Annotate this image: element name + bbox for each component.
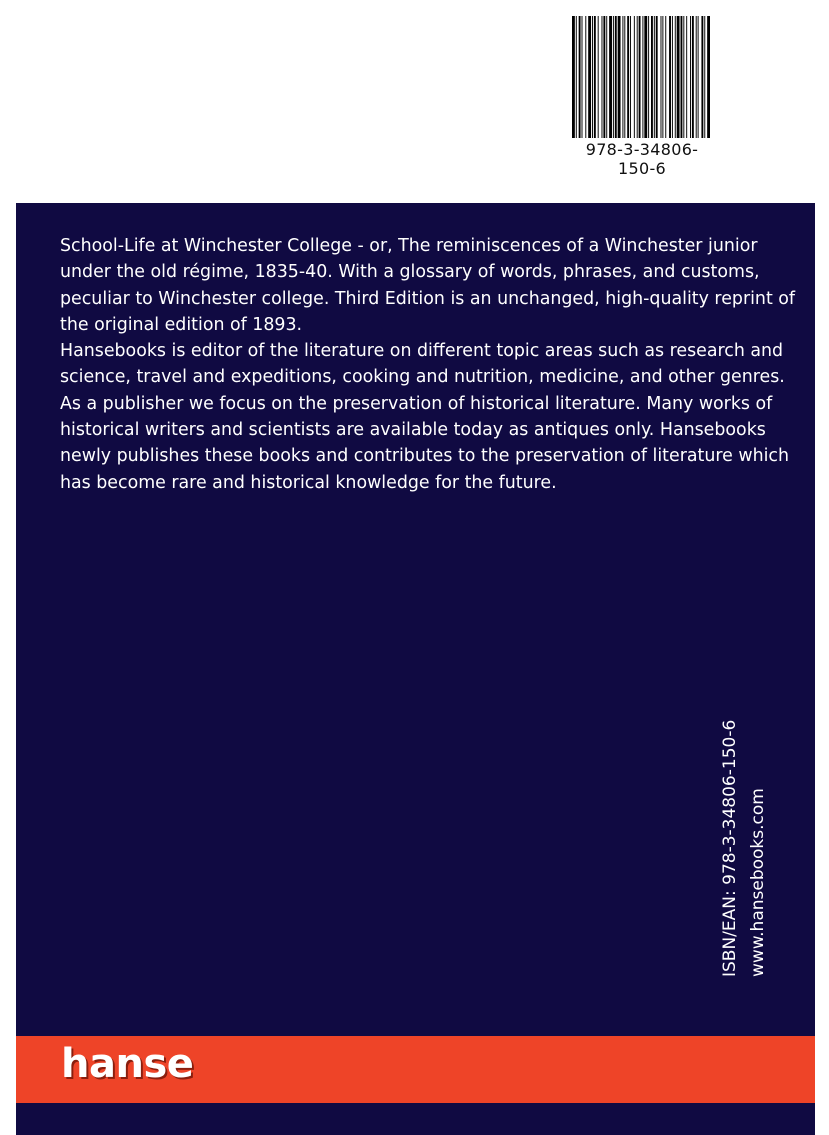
barcode-bar [618,16,621,138]
hanse-logo: hanse [61,1041,194,1087]
barcode-bar [696,16,697,138]
barcode-bar [598,16,599,138]
barcode-bar [585,16,586,138]
barcode-bar [630,16,631,138]
barcode-bar [704,16,705,138]
barcode [568,12,716,178]
barcode-bar [606,16,607,138]
barcode-bar [656,16,658,138]
barcode-bar [675,16,676,138]
barcode-bar [698,16,699,138]
website-link[interactable]: www.hansebooks.com [748,788,768,977]
barcode-bar [624,16,625,138]
barcode-bar [701,16,703,138]
barcode-bar [661,16,662,138]
barcode-number: 978-3-34806-150-6 [585,140,699,178]
barcode-bar [654,16,655,138]
barcode-bar [639,16,641,138]
barcode-bar [672,16,673,138]
imprint-vertical [716,697,780,977]
description-paragraph-title: School-Life at Winchester College - or, The reminiscences of a Winchester junior under the old régime, 1835-40. With a glossary of words, phrases, and customs, peculiar to Winchester college. Third Edition is an unchanged, high-quality reprint of the original edition of 1893. [60,236,796,335]
barcode-bar [615,16,617,138]
barcode-bar [690,16,691,138]
barcode-bar [648,16,649,138]
barcode-bar [609,16,612,138]
barcode-bar [683,16,684,138]
barcode-bar [582,16,583,138]
barcode-bar [579,16,581,138]
barcode-bar [613,16,614,138]
barcode-bar [602,16,603,138]
back-cover-panel [16,203,815,1135]
barcode-bar [592,16,593,138]
barcode-bar [677,16,680,138]
barcode-bar [686,16,687,138]
description-paragraph-publisher: Hansebooks is editor of the literature on different topic areas such as research and science, travel and expeditions, cooking and nutrition, medicine, and other genres. As a publisher we focus on the preservation of historical literature. Many works of historical writers and scientists are available today as antiques only. Hansebooks newly publishes these books and contributes to the preservation of literature which has become rare and historical knowledge for the future. [60,341,790,493]
book-description [60,233,800,496]
barcode-bar [572,16,575,138]
barcode-bar [681,16,683,138]
barcode-bar [642,16,643,138]
barcode-bar [603,16,605,138]
barcode-bar [637,16,638,138]
barcode-bar [634,16,635,138]
barcode-bar [651,16,653,138]
barcode-bars [572,16,710,138]
barcode-bar [692,16,694,138]
barcode-bar [627,16,629,138]
barcode-bar [669,16,671,138]
barcode-bar [622,16,623,138]
barcode-bar [707,16,710,138]
barcode-bar [665,16,666,138]
publisher-brand-bar [16,1036,815,1103]
barcode-bar [594,16,596,138]
isbn-line: ISBN/EAN: 978-3-34806-150-6 [720,719,740,977]
barcode-bar [588,16,591,138]
barcode-bar [644,16,647,138]
barcode-bar [662,16,663,138]
barcode-bar [576,16,577,138]
